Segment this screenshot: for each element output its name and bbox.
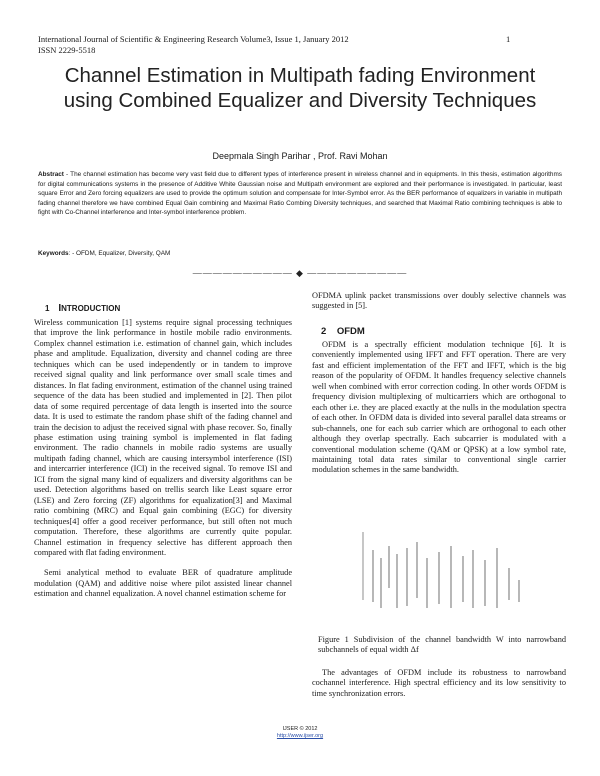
- journal-info: International Journal of Scientific & Engineering Research Volume3, Issue 1, January 2012: [38, 34, 349, 44]
- paper-title: Channel Estimation in Multipath fading Environment using Combined Equalizer and Diversity Techniques: [63, 64, 537, 112]
- ofdm-body: [312, 340, 566, 476]
- figure-caption: Figure 1 Subdivision of the channel bandwidth W into narrowband subchannels of equal width Δf: [318, 635, 566, 655]
- page-footer: [0, 726, 600, 740]
- section-2-number: 2: [321, 326, 327, 337]
- subchannel-figure: [355, 528, 525, 610]
- intro-paragraph-2: Semi analytical method to evaluate BER of quadrature amplitude modulation (QAM) and additive noise where pilot assisted linear channel estimation and channel equalization. A novel channel estimation scheme for: [34, 568, 292, 599]
- keywords-text: : - OFDM, Equalizer, Diversity, QAM: [68, 250, 171, 257]
- section-2-title: OFDM: [336, 326, 365, 337]
- journal-link[interactable]: http://www.ijser.org: [276, 733, 324, 739]
- journal-header: [38, 34, 349, 56]
- copyright: IJSER © 2012: [282, 726, 318, 732]
- abstract-label: Abstract: [38, 171, 64, 178]
- paper-authors: Deepmala Singh Parihar , Prof. Ravi Mohan: [212, 151, 388, 161]
- issn: ISSN 2229-5518: [38, 45, 96, 55]
- abstract: [38, 170, 562, 218]
- page-number: 1: [506, 34, 511, 44]
- ofdm-body-2: [312, 668, 566, 699]
- section-1-title: NTRODUCTION: [61, 304, 121, 313]
- intro-continued: OFDMA uplink packet transmissions over doubly selective channels was suggested in [5].: [312, 291, 566, 311]
- right-column-top: [312, 291, 566, 312]
- abstract-text: - The channel estimation has become very vast field due to different types of interference present in wireless channel and in equipments. In this thesis, estimation algorithms for digital communications systems in the presence of Additive White Gaussian noise and Multipath environment are explored and their performance is investigated. In particular, least square Error and Zero forcing equalizers are used to provide the optimum solution and compensate for Inter-Symbol error. As the BER performance of equalizers in variable in multipath fading channel therefore we have combined Equal Gain combining and Maximal Ratio Combing Diversity techniques, and searched that Maximal Ratio combining techniques is able to fight with Co-Channel interference and Inter-symbol interference problem.: [38, 171, 562, 217]
- ofdm-paragraph-1: OFDM is a spectrally efficient modulation technique [6]. It is conveniently implemented using IFFT and FFT operation. There are very fast and efficient implementation of the FFT and IFFT, which is the big reason of the popularity of OFDM. It handles frequency selective channels well when combined with error correction coding. In other words OFDM is frequency division multiplexing of multicarriers which are orthogonal to each other i.e. they are placed exactly at the nulls in the modulation spectra of each other. In OFDM data is divided into several parallel data streams or sub-channels, one for each sub carrier which are orthogonal to each other although they overlap spectrally. Each subcarrier is modulated with a conventional modulation scheme (QAM or QPSK) at a low symbol rate, maintaining total data rates similar to conventional single carrier modulation schemes in the same bandwidth.: [312, 340, 566, 475]
- ofdm-paragraph-2: The advantages of OFDM include its robustness to narrowband cochannel interference. High spectral efficiency and its low sensitivity to time synchronization errors.: [312, 668, 566, 698]
- section-divider: —————————— ◆ ——————————: [192, 268, 408, 278]
- left-column: [34, 318, 292, 600]
- keywords-label: Keywords: [38, 250, 69, 257]
- keywords: [38, 250, 562, 257]
- intro-paragraph-1: Wireless communication [1] systems require signal processing techniques that improve the link performance in hostile mobile radio environments. Complex channel estimation i.e. estimation of channel gain, which includes phase and amplitude. Equalization, diversity and channel coding are three techniques which can be used independently or in tandem to improve received signal quality and link performance over small scale times and distances. In flat fading environment, estimation of the channel using trained sequence of the data has been studied and implemented in [2]. Then pilot data of some required percentage of data length is inserted into the source data. It is used to estimate the random phase shift of the fading channel and train the decision to adjust the received signal with phase recover. So, finally phase estimation using training symbol is implemented in flat fading environment. The radio channels in mobile radio systems are usually multipath fading channel, which are causing intersymbol interference (ISI) and intercarrier interference (ICI) in the received signal. To remove ISI and ICI from the signal many kind of equalizers and diversity algorithms can be used. Detection algorithms based on trellis search like Least square error (LSE) and Zero forcing (ZF) algorithms for equalization[3] and Maximal ratio combining (MRC) and Equal gain combining (EGC) for diversity techniques[4] offer a good receiver performance, but still often not much computation. Therefore, these algorithms are currently quite popular. Channel estimation in frequency selective has different approach then compared with flat fading environment.: [34, 318, 292, 557]
- section-2-heading: [321, 326, 365, 337]
- section-1-heading: [45, 303, 120, 314]
- section-1-number: 1: [45, 304, 50, 313]
- section-1-initial: I: [58, 303, 62, 314]
